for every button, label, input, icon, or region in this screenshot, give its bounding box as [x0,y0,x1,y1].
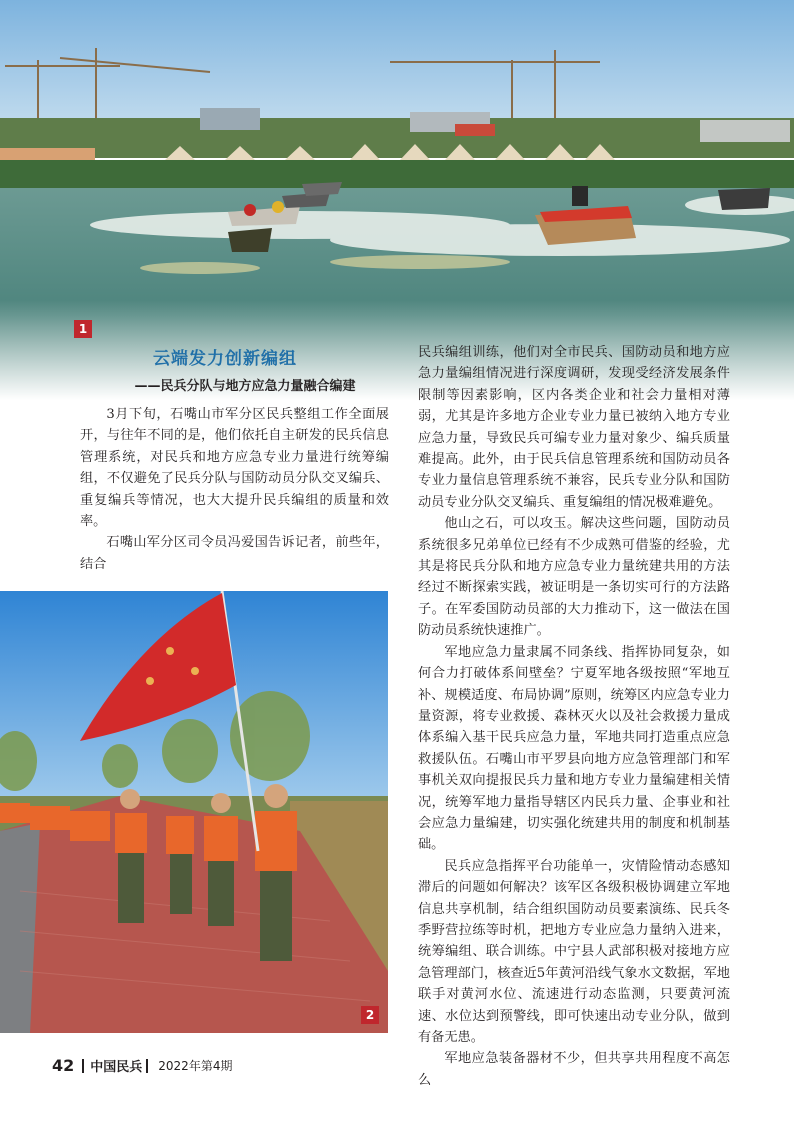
footer-divider [82,1059,84,1073]
photo-number-2: 2 [361,1006,379,1024]
article-subtitle: ——民兵分队与地方应急力量融合编建 [134,379,356,394]
footer-divider [146,1059,148,1073]
photo-boats-image [0,0,794,400]
article-title-block [60,344,390,394]
issue-label: 2022年第4期 [158,1059,233,1073]
photo-march-image [0,591,388,1033]
paragraph: 民兵编组训练，他们对全市民兵、国防动员和地方应急力量编组情况进行深度调研，发现受经济发展条件限制等因素影响，区内各类企业和社会力量相对薄弱，尤其是许多地方企业专业力量已被纳入地方专业应急力量，导致民兵可编专业力量对象少、编兵质量难提高。此外，由于民兵信息管理系统和国防动员各专业力量信息管理系统不兼容，民兵专业分队和国防动员专业分队交叉编兵、重复编组的情况极难避免。 [418,345,730,510]
page-number: 42 [52,1056,75,1075]
paragraph: 军地应急装备器材不少，但共享共用程度不高怎么 [418,1051,730,1088]
paragraph: 3月下旬，石嘴山市军分区民兵整组工作全面展开，与往年不同的是，他们依托自主研发的民兵信息管理系统，对民兵和地方应急专业力量进行统筹编组，不仅避免了民兵分队与国防动员分队交叉编兵、重复编兵等情况，也大大提升民兵编组的质量和效率。 [80,407,389,530]
page-footer [52,1056,232,1075]
paragraph: 民兵应急指挥平台功能单一，灾情险情动态感知滞后的问题如何解决？该军区各级积极协调建立军地信息共享机制，结合组织国防动员要素演练、民兵冬季野营拉练等时机，把地方专业应急力量纳入进来，统筹编组、联合训练。中宁县人武部积极对接地方应急管理部门，核查近5年黄河沿线气象水文数据，军地联手对黄河水位、流速进行动态监测，只要黄河流速、水位达到预警线，即可快速出动专业分队，做到有备无患。 [418,858,730,1045]
left-column [80,404,389,575]
paragraph: 石嘴山军分区司令员冯爱国告诉记者，前些年，结合 [80,535,389,572]
photo-march [0,591,388,1033]
magazine-name: 中国民兵 [90,1060,143,1075]
paragraph: 他山之石，可以攻玉。解决这些问题，国防动员系统很多兄弟单位已经有不少成熟可借鉴的经验，尤其是将民兵分队和地方应急专业力量统建共用的方法经过不断探索实践，被证明是一条切实可行的方法路子。在军委国防动员部的大力推动下，这一做法在国防动员系统快速推广。 [418,516,730,639]
photo-number-1: 1 [74,320,92,338]
photo-boats [0,0,794,400]
right-column [418,342,730,1091]
paragraph: 军地应急力量隶属不同条线、指挥协同复杂，如何合力打破体系间壁垒？宁夏军地各级按照“军地互补、规模适度、布局协调”原则，统筹区内应急专业力量资源，将专业救援、森林灭火以及社会救援力量成体系编入基干民兵应急力量，军地共同打造重点应急救援队伍。石嘴山市平罗县向地方应急管理部门和军事机关双向提报民兵力量和地方专业力量编建相关情况，统筹军地力量指导辖区内民兵力量、企事业和社会应急力量编建，切实强化统建共用的制度和机制基础。 [418,644,730,853]
article-title: 云端发力创新编组 [153,349,297,369]
